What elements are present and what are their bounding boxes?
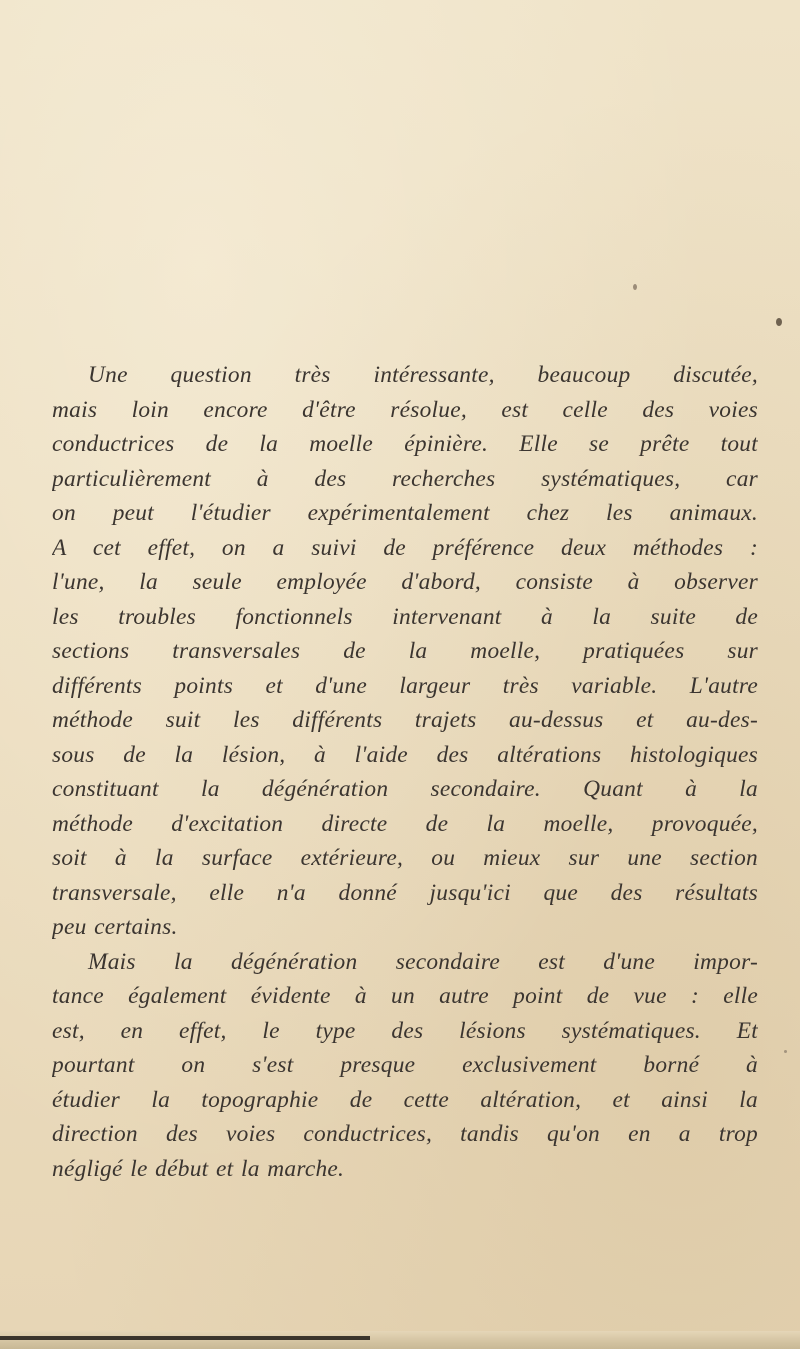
text-line: étudier la topographie de cette altération, et ainsi la (52, 1086, 758, 1113)
text-line: A cet effet, on a suivi de préférence deux méthodes : (52, 534, 758, 561)
text-line: sections transversales de la moelle, pratiquées sur (52, 638, 758, 664)
text-line: les troubles fonctionnels intervenant à la suite de (52, 603, 758, 630)
text-line: particulièrement à des recherches systématiques, car (52, 465, 758, 492)
paragraph-1 (52, 358, 758, 945)
text-line: négligé le début et la marche. (52, 1155, 345, 1182)
text-line: l'une, la seule employée d'abord, consiste à observer (52, 569, 758, 595)
text-line: constituant la dégénération secondaire. Quant à la (52, 776, 758, 802)
paper-speck (784, 1050, 787, 1053)
text-line: Une question très intéressante, beaucoup discutée, (88, 362, 758, 388)
paragraph-2 (52, 945, 758, 1187)
page-bottom-edge (0, 1331, 800, 1349)
text-line: on peut l'étudier expérimentalement chez les animaux. (52, 500, 758, 526)
text-line: méthode suit les différents trajets au-dessus et au-des- (52, 707, 758, 733)
text-line: mais loin encore d'être résolue, est celle des voies (52, 396, 758, 423)
paper-speck (776, 318, 782, 326)
bottom-shadow-rule (0, 1336, 370, 1340)
text-line: transversale, elle n'a donné jusqu'ici que des résultats (52, 879, 758, 906)
text-line: conductrices de la moelle épinière. Elle se prête tout (52, 431, 758, 457)
text-line: tance également évidente à un autre point de vue : elle (52, 983, 758, 1009)
text-line: soit à la surface extérieure, ou mieux sur une section (52, 845, 758, 871)
text-line: Mais la dégénération secondaire est d'une impor- (88, 948, 758, 975)
body-text (52, 358, 758, 1186)
text-line: peu certains. (52, 914, 178, 940)
text-line: sous de la lésion, à l'aide des altérations histologiques (52, 741, 758, 768)
text-line: pourtant on s'est presque exclusivement borné à (52, 1052, 758, 1078)
text-line: méthode d'excitation directe de la moelle, provoquée, (52, 810, 758, 837)
text-line: direction des voies conductrices, tandis qu'on en a trop (52, 1121, 758, 1147)
text-line: différents points et d'une largeur très variable. L'autre (52, 672, 758, 699)
text-line: est, en effet, le type des lésions systématiques. Et (52, 1017, 758, 1044)
paper-speck (633, 284, 637, 290)
